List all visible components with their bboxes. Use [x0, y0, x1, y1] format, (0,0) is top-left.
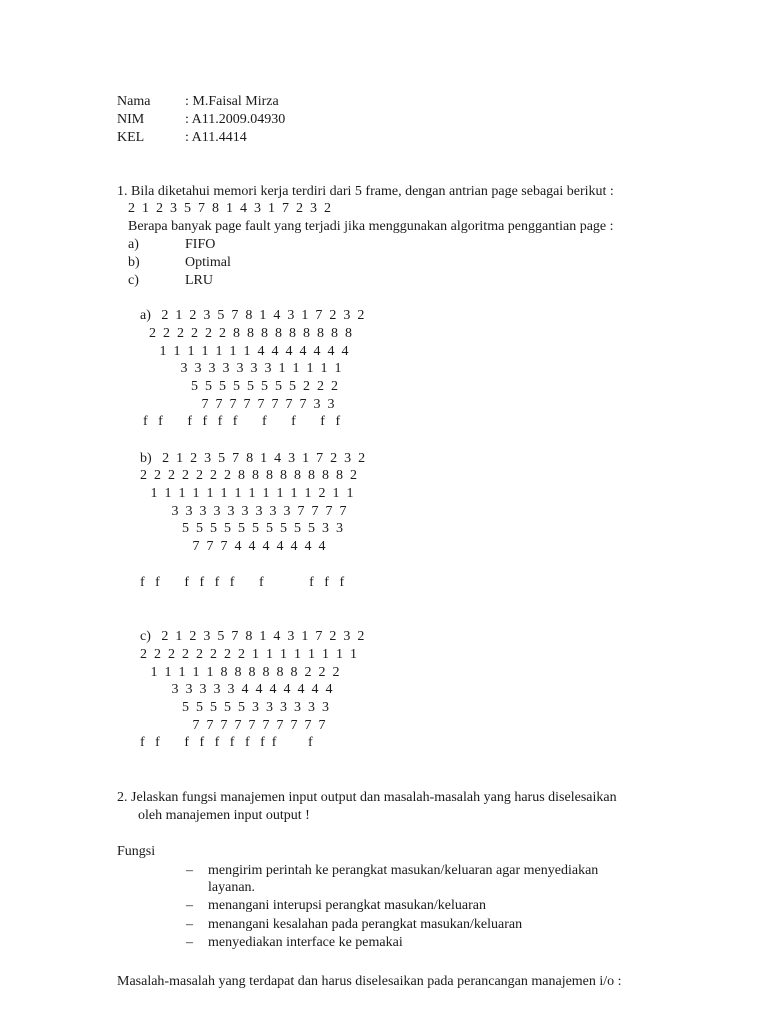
- option-key-c: c): [128, 273, 139, 288]
- answer-c-frame-5: 7 7 7 7 7 7 7 7 7 7: [140, 718, 326, 733]
- bullet-dash: –: [186, 917, 193, 932]
- answer-a-frame-2: 1 1 1 1 1 1 1 4 4 4 4 4 4 4: [142, 344, 349, 359]
- bullet-text: menangani interupsi perangkat masukan/keluaran: [208, 898, 486, 913]
- info-label-kel: KEL: [117, 130, 145, 145]
- question-2-text-cont: oleh manajemen input output !: [138, 808, 310, 823]
- answer-a-frame-4: 5 5 5 5 5 5 5 5 2 2 2: [142, 379, 338, 394]
- answer-a-header: a) 2 1 2 3 5 7 8 1 4 3 1 7 2 3 2: [140, 308, 365, 323]
- answer-b-faults: f f f f f f f f f f: [140, 575, 345, 590]
- bullet-dash: –: [186, 898, 193, 913]
- fungsi-label: Fungsi: [117, 844, 156, 859]
- answer-b-frame-3: 3 3 3 3 3 3 3 3 3 7 7 7 7: [140, 504, 347, 519]
- answer-c-faults: f f f f f f f f f f: [140, 735, 313, 750]
- option-key-b: b): [128, 255, 140, 270]
- answer-b-frame-2: 1 1 1 1 1 1 1 1 1 1 1 1 2 1 1: [140, 486, 354, 501]
- answer-a-frame-1: 2 2 2 2 2 2 8 8 8 8 8 8 8 8 8: [142, 326, 352, 341]
- info-label-nim: NIM: [117, 112, 145, 127]
- answer-a-faults: f f f f f f f f f f: [143, 414, 341, 429]
- option-text-b: Optimal: [185, 255, 231, 270]
- option-text-a: FIFO: [185, 237, 216, 252]
- question-2-text: 2. Jelaskan fungsi manajemen input output dan masalah-masalah yang harus diselesaikan: [117, 790, 617, 805]
- info-label-name: Nama: [117, 94, 151, 109]
- answer-c-frame-4: 5 5 5 5 5 3 3 3 3 3 3: [140, 700, 329, 715]
- answer-b-frame-1: 2 2 2 2 2 2 2 8 8 8 8 8 8 8 8 2: [140, 468, 357, 483]
- answer-a-frame-5: 7 7 7 7 7 7 7 7 3 3: [142, 397, 335, 412]
- option-key-a: a): [128, 237, 139, 252]
- answer-c-frame-1: 2 2 2 2 2 2 2 2 1 1 1 1 1 1 1 1: [140, 647, 357, 662]
- answer-c-frame-2: 1 1 1 1 1 8 8 8 8 8 8 2 2 2: [140, 665, 340, 680]
- bullet-text: layanan.: [208, 880, 256, 895]
- answer-a-frame-3: 3 3 3 3 3 3 3 1 1 1 1 1: [142, 361, 342, 376]
- answer-b-header: b) 2 1 2 3 5 7 8 1 4 3 1 7 2 3 2: [140, 451, 366, 466]
- bullet-text: mengirim perintah ke perangkat masukan/keluaran agar menyediakan: [208, 863, 599, 878]
- info-value-nim: : A11.2009.04930: [185, 112, 286, 127]
- question-1-text: 1. Bila diketahui memori kerja terdiri dari 5 frame, dengan antrian page sebagai berikut :: [117, 184, 614, 199]
- answer-c-frame-3: 3 3 3 3 3 4 4 4 4 4 4 4: [140, 682, 333, 697]
- bullet-dash: –: [186, 935, 193, 950]
- question-1-subtext: Berapa banyak page fault yang terjadi jika menggunakan algoritma penggantian page :: [128, 219, 614, 234]
- bullet-text: menyediakan interface ke pemakai: [208, 935, 403, 950]
- masalah-heading: Masalah-masalah yang terdapat dan harus diselesaikan pada perancangan manajemen i/o :: [117, 974, 622, 989]
- bullet-dash: –: [186, 863, 193, 878]
- bullet-text: menangani kesalahan pada perangkat masukan/keluaran: [208, 917, 523, 932]
- page-sequence: 2 1 2 3 5 7 8 1 4 3 1 7 2 3 2: [128, 201, 331, 216]
- answer-c-header: c) 2 1 2 3 5 7 8 1 4 3 1 7 2 3 2: [140, 629, 365, 644]
- answer-b-frame-4: 5 5 5 5 5 5 5 5 5 5 3 3: [140, 521, 343, 536]
- info-value-name: : M.Faisal Mirza: [185, 94, 279, 109]
- info-value-kel: : A11.4414: [185, 130, 247, 145]
- answer-b-frame-5: 7 7 7 4 4 4 4 4 4 4: [140, 539, 326, 554]
- option-text-c: LRU: [185, 273, 213, 288]
